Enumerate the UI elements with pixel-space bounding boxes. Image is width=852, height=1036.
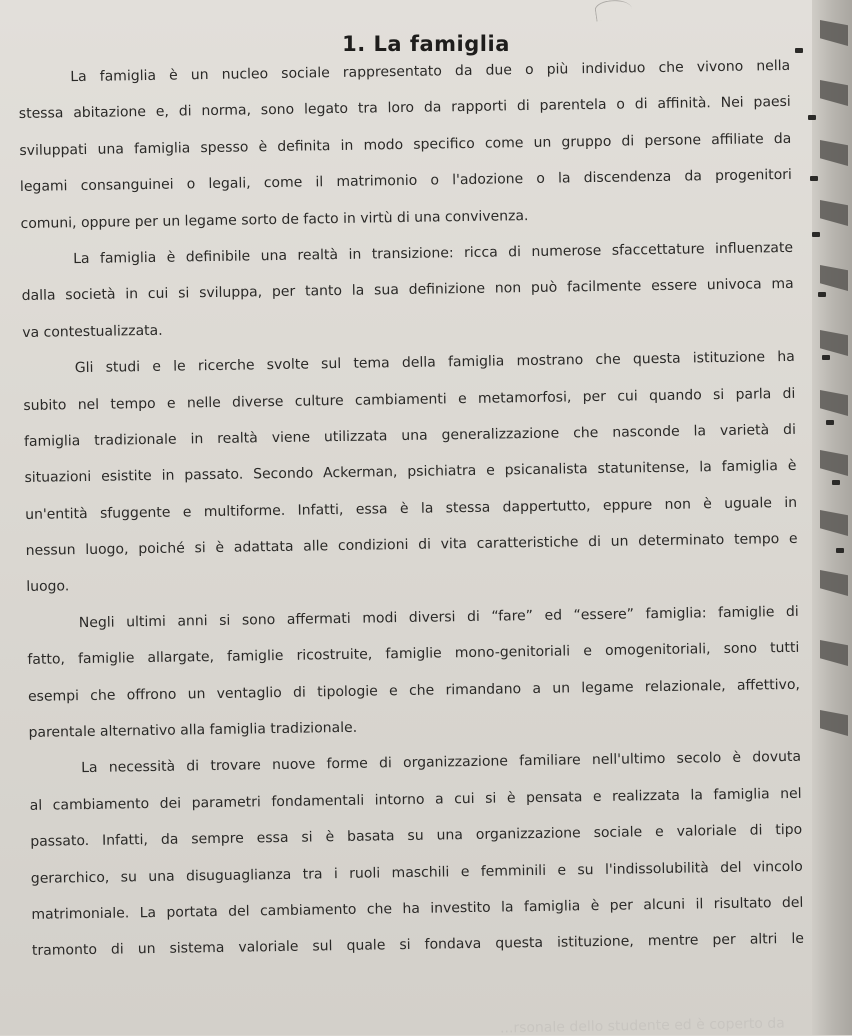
text-line: comuni, oppure per un legame sorto de facto in virtù di una convivenza. xyxy=(20,207,529,232)
text-line: situazioni esistite in passato. Secondo Ackerman, psichiatra e psicanalista statunitense, la famiglia è xyxy=(24,458,797,487)
margin-mark xyxy=(836,548,844,553)
text-line: La necessità di trovare nuove forme di organizzazione familiare nell'ultimo secolo è dovuta xyxy=(81,749,802,777)
text-line: parentale alternativo alla famiglia tradizionale. xyxy=(28,719,358,741)
text-line: dalla società in cui si sviluppa, per tanto la sua definizione non può facilmente essere univoca ma xyxy=(21,276,794,305)
text-line: matrimoniale. La portata del cambiamento che ha investito la famiglia è per alcuni il risultato del xyxy=(31,894,804,923)
text-line: va contestualizzata. xyxy=(22,322,163,341)
text-line: nessun luogo, poiché si è adattata alle condizioni di vita caratteristiche di un determinato tempo e xyxy=(25,530,798,560)
text-line: Gli studi e le ricerche svolte sul tema della famiglia mostrano che questa istituzione ha xyxy=(74,348,795,377)
text-line: un'entità sfuggente e multiforme. Infatti, essa è la stessa dappertutto, eppure non è uguale in xyxy=(25,494,798,523)
text-line: sviluppati una famiglia spesso è definita in modo specifico come un gruppo di persone affiliate da xyxy=(19,130,792,159)
footer-faded-text: ...rsonale dello studente ed è coperto da xyxy=(499,1015,785,1036)
text-line: esempi che offrono un ventaglio di tipologie e che rimandano a un legame relazionale, affettivo, xyxy=(27,676,801,705)
margin-mark xyxy=(812,232,820,237)
margin-mark xyxy=(832,480,840,485)
margin-mark xyxy=(810,176,818,181)
text-line: fatto, famiglie allargate, famiglie ricostruite, famiglie mono-genitoriali e omogenitoriali, sono tutti xyxy=(27,640,800,669)
text-line: La famiglia è definibile una realtà in transizione: ricca di numerose sfaccettature influenzate xyxy=(73,239,794,268)
text-line: tramonto di un sistema valoriale sul quale si fondava questa istituzione, mentre per altri le xyxy=(31,931,805,960)
text-line: stessa abitazione e, di norma, sono legato tra loro da rapporti di parentela o di affinità. Nei paesi xyxy=(18,94,791,123)
margin-mark xyxy=(808,115,816,120)
text-line: famiglia tradizionale in realtà viene utilizzata una generalizzazione che nasconde la varietà di xyxy=(23,421,797,450)
body-text xyxy=(18,48,804,970)
margin-mark xyxy=(822,355,830,360)
chapter-title: 1. La famiglia xyxy=(342,32,510,57)
text-line: passato. Infatti, da sempre essa si è basata su una organizzazione sociale e valoriale di tipo xyxy=(30,821,803,851)
margin-mark xyxy=(826,420,834,425)
text-line: legami consanguinei o legali, come il matrimonio o l'adozione o la discendenza da progenitori xyxy=(19,167,793,196)
pencil-scribble xyxy=(594,0,633,21)
margin-mark xyxy=(795,48,803,53)
text-line: gerarchico, su una disuguaglianza tra i ruoli maschili e femminili e su l'indissolubilità del vincolo xyxy=(30,858,803,887)
text-line: al cambiamento dei parametri fondamentali intorno a cui si è pensata e realizzata la famiglia nel xyxy=(29,785,802,814)
margin-mark xyxy=(818,292,826,297)
text-line: Negli ultimi anni si sono affermati modi diversi di “fare” ed “essere” famiglia: famiglie di xyxy=(78,603,799,631)
text-line: subito nel tempo e nelle diverse culture cambiamenti e metamorfosi, per cui quando si parla di xyxy=(23,385,796,414)
text-line: luogo. xyxy=(26,578,70,596)
text-line: La famiglia è un nucleo sociale rappresentato da due o più individuo che vivono nella xyxy=(70,57,791,86)
